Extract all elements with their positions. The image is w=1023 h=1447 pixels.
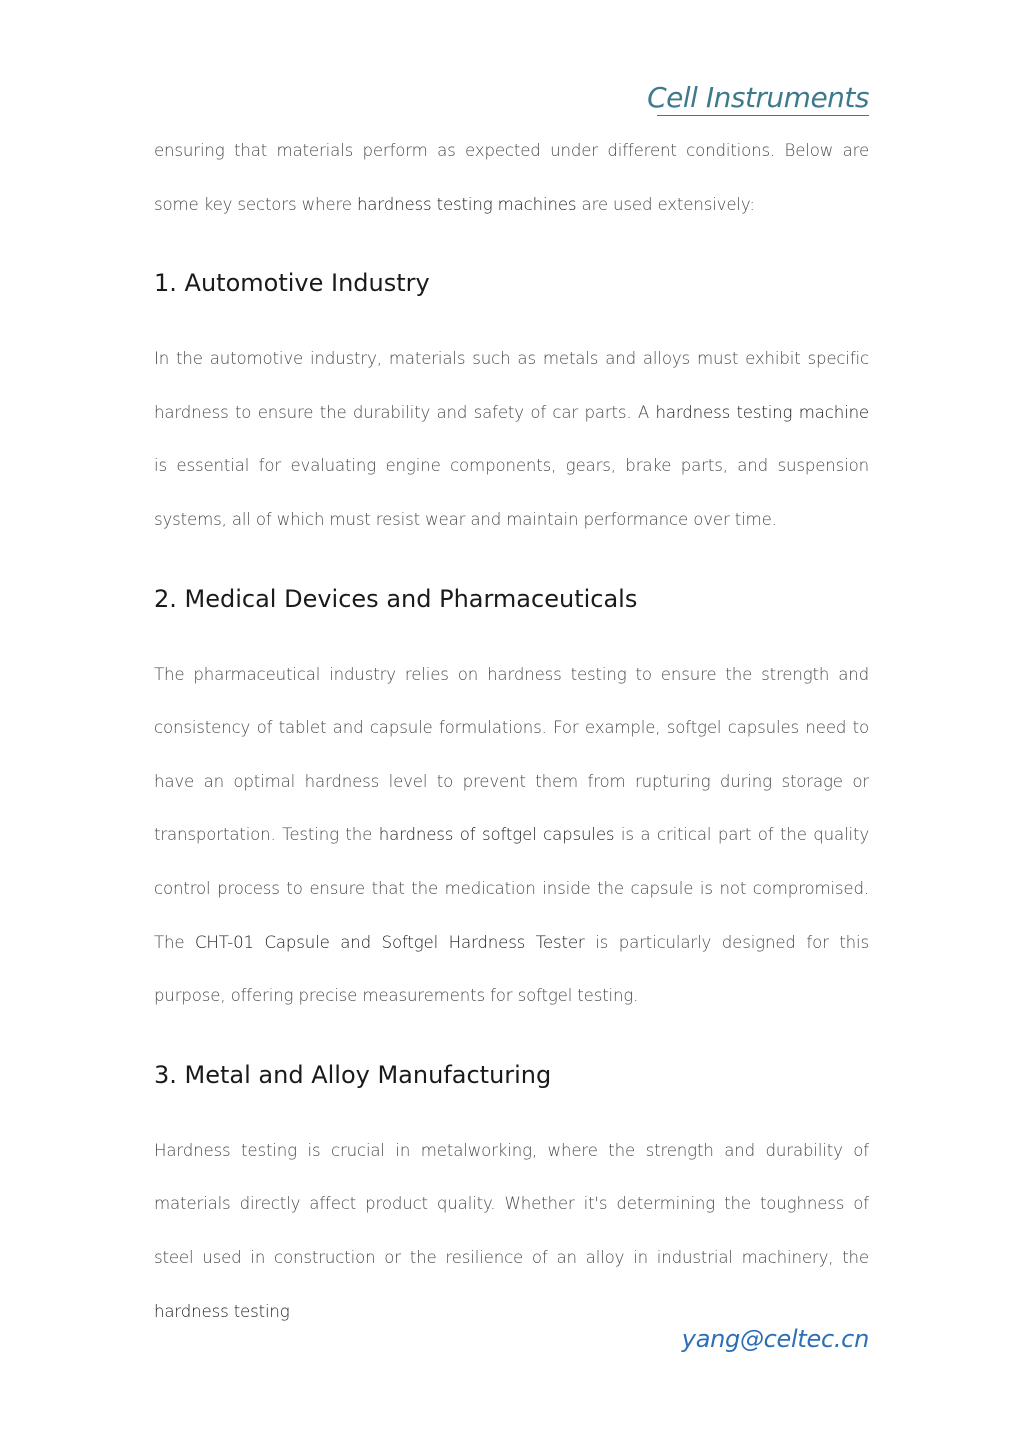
intro-text-after: are used extensively: (576, 194, 755, 214)
header-brand: Cell Instruments (647, 81, 869, 114)
section-3-paragraph (154, 1124, 869, 1338)
document-body (154, 124, 869, 1338)
section-1-heading: 1. Automotive Industry (154, 269, 430, 298)
section-2-paragraph (154, 648, 869, 1023)
section-2-heading: 2. Medical Devices and Pharmaceuticals (154, 584, 638, 613)
section-3-heading: 3. Metal and Alloy Manufacturing (154, 1060, 552, 1089)
intro-text-before: ensuring that materials perform as expected under different conditions. Below are some key sectors where (154, 141, 869, 214)
link-hardness-of-softgel-capsules[interactable]: hardness of softgel capsules (378, 825, 615, 845)
section-1-text-2: is essential for evaluating engine components, gears, brake parts, and suspension systems, all of which must resist wear and maintain performance over time. (154, 456, 869, 529)
link-hardness-testing-machine[interactable]: hardness testing machine (655, 402, 869, 422)
link-hardness-testing-machines[interactable]: hardness testing machines (356, 194, 577, 214)
section-2-text-2: is a critical part of the quality control process to ensure that the medication inside the capsule is not compromised. The (154, 825, 870, 952)
link-hardness-testing[interactable]: hardness testing (154, 1301, 290, 1321)
intro-paragraph (154, 124, 869, 231)
section-1-paragraph (154, 332, 869, 546)
section-1-text-1: In the automotive industry, materials such as metals and alloys must exhibit specific hardness to ensure the durability and safety of car parts. A (154, 349, 869, 422)
header-underline (657, 115, 869, 116)
link-cht-01-hardness-tester[interactable]: CHT-01 Capsule and Softgel Hardness Tester (195, 932, 585, 952)
footer-email[interactable]: yang@celtec.cn (681, 1325, 869, 1353)
section-2-text-1: The pharmaceutical industry relies on hardness testing to ensure the strength and consistency of tablet and capsule formulations. For example, softgel capsules need to have an optimal hardness level to prevent them from rupturing during storage or transportation. Testing the (154, 664, 869, 845)
section-3-text-1: Hardness testing is crucial in metalworking, where the strength and durability of materials directly affect product quality. Whether it's determining the toughness of steel used in construction or the resilience of an alloy in industrial machinery, the (154, 1140, 869, 1267)
section-2-text-3: is particularly designed for this purpose, offering precise measurements for softgel testing. (154, 932, 870, 1006)
